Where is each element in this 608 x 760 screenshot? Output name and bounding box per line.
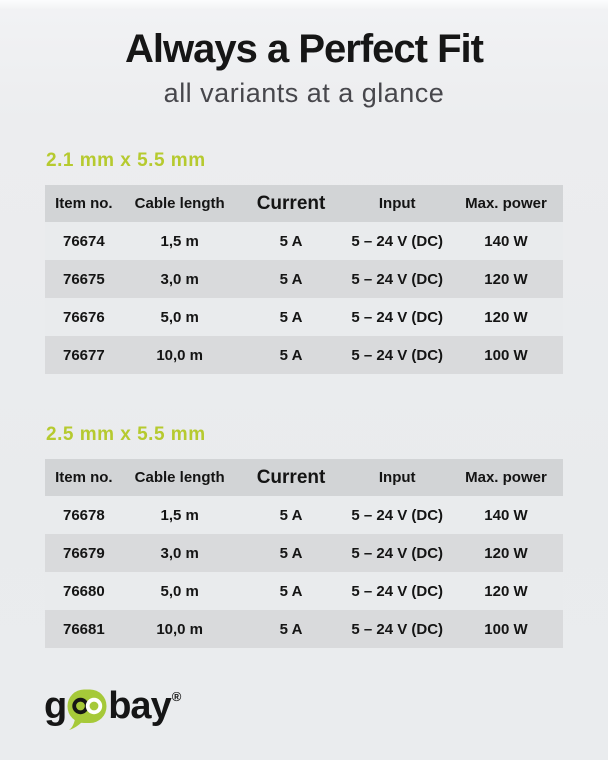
table-cell: 120 W: [484, 544, 528, 562]
table-cell: 3,0 m: [160, 544, 199, 562]
table-row: [45, 222, 563, 260]
table-cell: 5 A: [279, 620, 303, 638]
hero-header: [45, 0, 563, 110]
table-row: [45, 572, 563, 610]
variant-heading: 2.5 mm x 5.5 mm: [46, 424, 206, 445]
header-cell: Max. power: [465, 195, 547, 212]
table-cell: 5 A: [279, 346, 303, 364]
header-cell: Cable length: [134, 469, 225, 486]
table-cell: 76674: [62, 232, 105, 250]
header-cell: Input: [378, 195, 416, 212]
spec-table: [45, 185, 563, 374]
table-cell: 76678: [62, 506, 105, 524]
table-cell: 5 A: [279, 308, 303, 326]
variant-section-2-5mm: [45, 424, 563, 648]
table-cell: 76677: [62, 346, 105, 364]
table-row: [45, 260, 563, 298]
header-cell: Cable length: [134, 195, 225, 212]
table-cell: 5 – 24 V (DC): [351, 270, 444, 288]
variant-section-2-1mm: [45, 150, 563, 374]
spec-table: [45, 459, 563, 648]
table-cell: 5 – 24 V (DC): [351, 506, 444, 524]
table-header-row: [45, 185, 563, 222]
table-cell: 76676: [62, 308, 105, 326]
table-cell: 5,0 m: [160, 308, 199, 326]
table-cell: 76679: [62, 544, 105, 562]
header-cell: Current: [256, 466, 326, 488]
table-cell: 100 W: [484, 346, 528, 364]
table-cell: 140 W: [484, 232, 528, 250]
header-cell: Current: [256, 192, 326, 214]
table-cell: 5 – 24 V (DC): [351, 308, 444, 326]
page-subtitle: all variants at a glance: [163, 78, 445, 108]
table-header-row: [45, 459, 563, 496]
table-cell: 5 – 24 V (DC): [351, 232, 444, 250]
header-cell: Max. power: [465, 469, 547, 486]
table-cell: 120 W: [484, 270, 528, 288]
logo-letter-g: g: [44, 685, 67, 727]
table-cell: 120 W: [484, 582, 528, 600]
goobay-logo: [44, 687, 181, 736]
table-cell: 5,0 m: [160, 582, 199, 600]
table-cell: 5 A: [279, 232, 303, 250]
table-cell: 3,0 m: [160, 270, 199, 288]
registered-trademark: ®: [171, 689, 182, 704]
logo-speech-bubble-icon: [67, 689, 107, 736]
table-row: [45, 610, 563, 648]
table-cell: 5 – 24 V (DC): [351, 582, 444, 600]
table-row: [45, 534, 563, 572]
table-row: [45, 336, 563, 374]
table-cell: 76680: [62, 582, 105, 600]
table-cell: 76681: [62, 620, 105, 638]
table-cell: 1,5 m: [160, 232, 199, 250]
table-cell: 120 W: [484, 308, 528, 326]
table-cell: 1,5 m: [160, 506, 199, 524]
table-cell: 5 A: [279, 506, 303, 524]
header-cell: Input: [378, 469, 416, 486]
table-cell: 76675: [62, 270, 105, 288]
table-cell: 5 – 24 V (DC): [351, 346, 444, 364]
table-cell: 10,0 m: [156, 346, 204, 364]
table-cell: 140 W: [484, 506, 528, 524]
table-cell: 10,0 m: [156, 620, 204, 638]
table-row: [45, 496, 563, 534]
table-cell: 5 A: [279, 544, 303, 562]
header-cell: Item no.: [55, 195, 113, 212]
logo-letter-bay: bay: [108, 685, 171, 727]
table-cell: 5 A: [279, 582, 303, 600]
page-title: Always a Perfect Fit: [125, 27, 483, 71]
variant-heading: 2.1 mm x 5.5 mm: [46, 150, 206, 171]
table-cell: 5 – 24 V (DC): [351, 544, 444, 562]
table-row: [45, 298, 563, 336]
table-cell: 5 A: [279, 270, 303, 288]
table-cell: 5 – 24 V (DC): [351, 620, 444, 638]
table-cell: 100 W: [484, 620, 528, 638]
header-cell: Item no.: [55, 469, 113, 486]
